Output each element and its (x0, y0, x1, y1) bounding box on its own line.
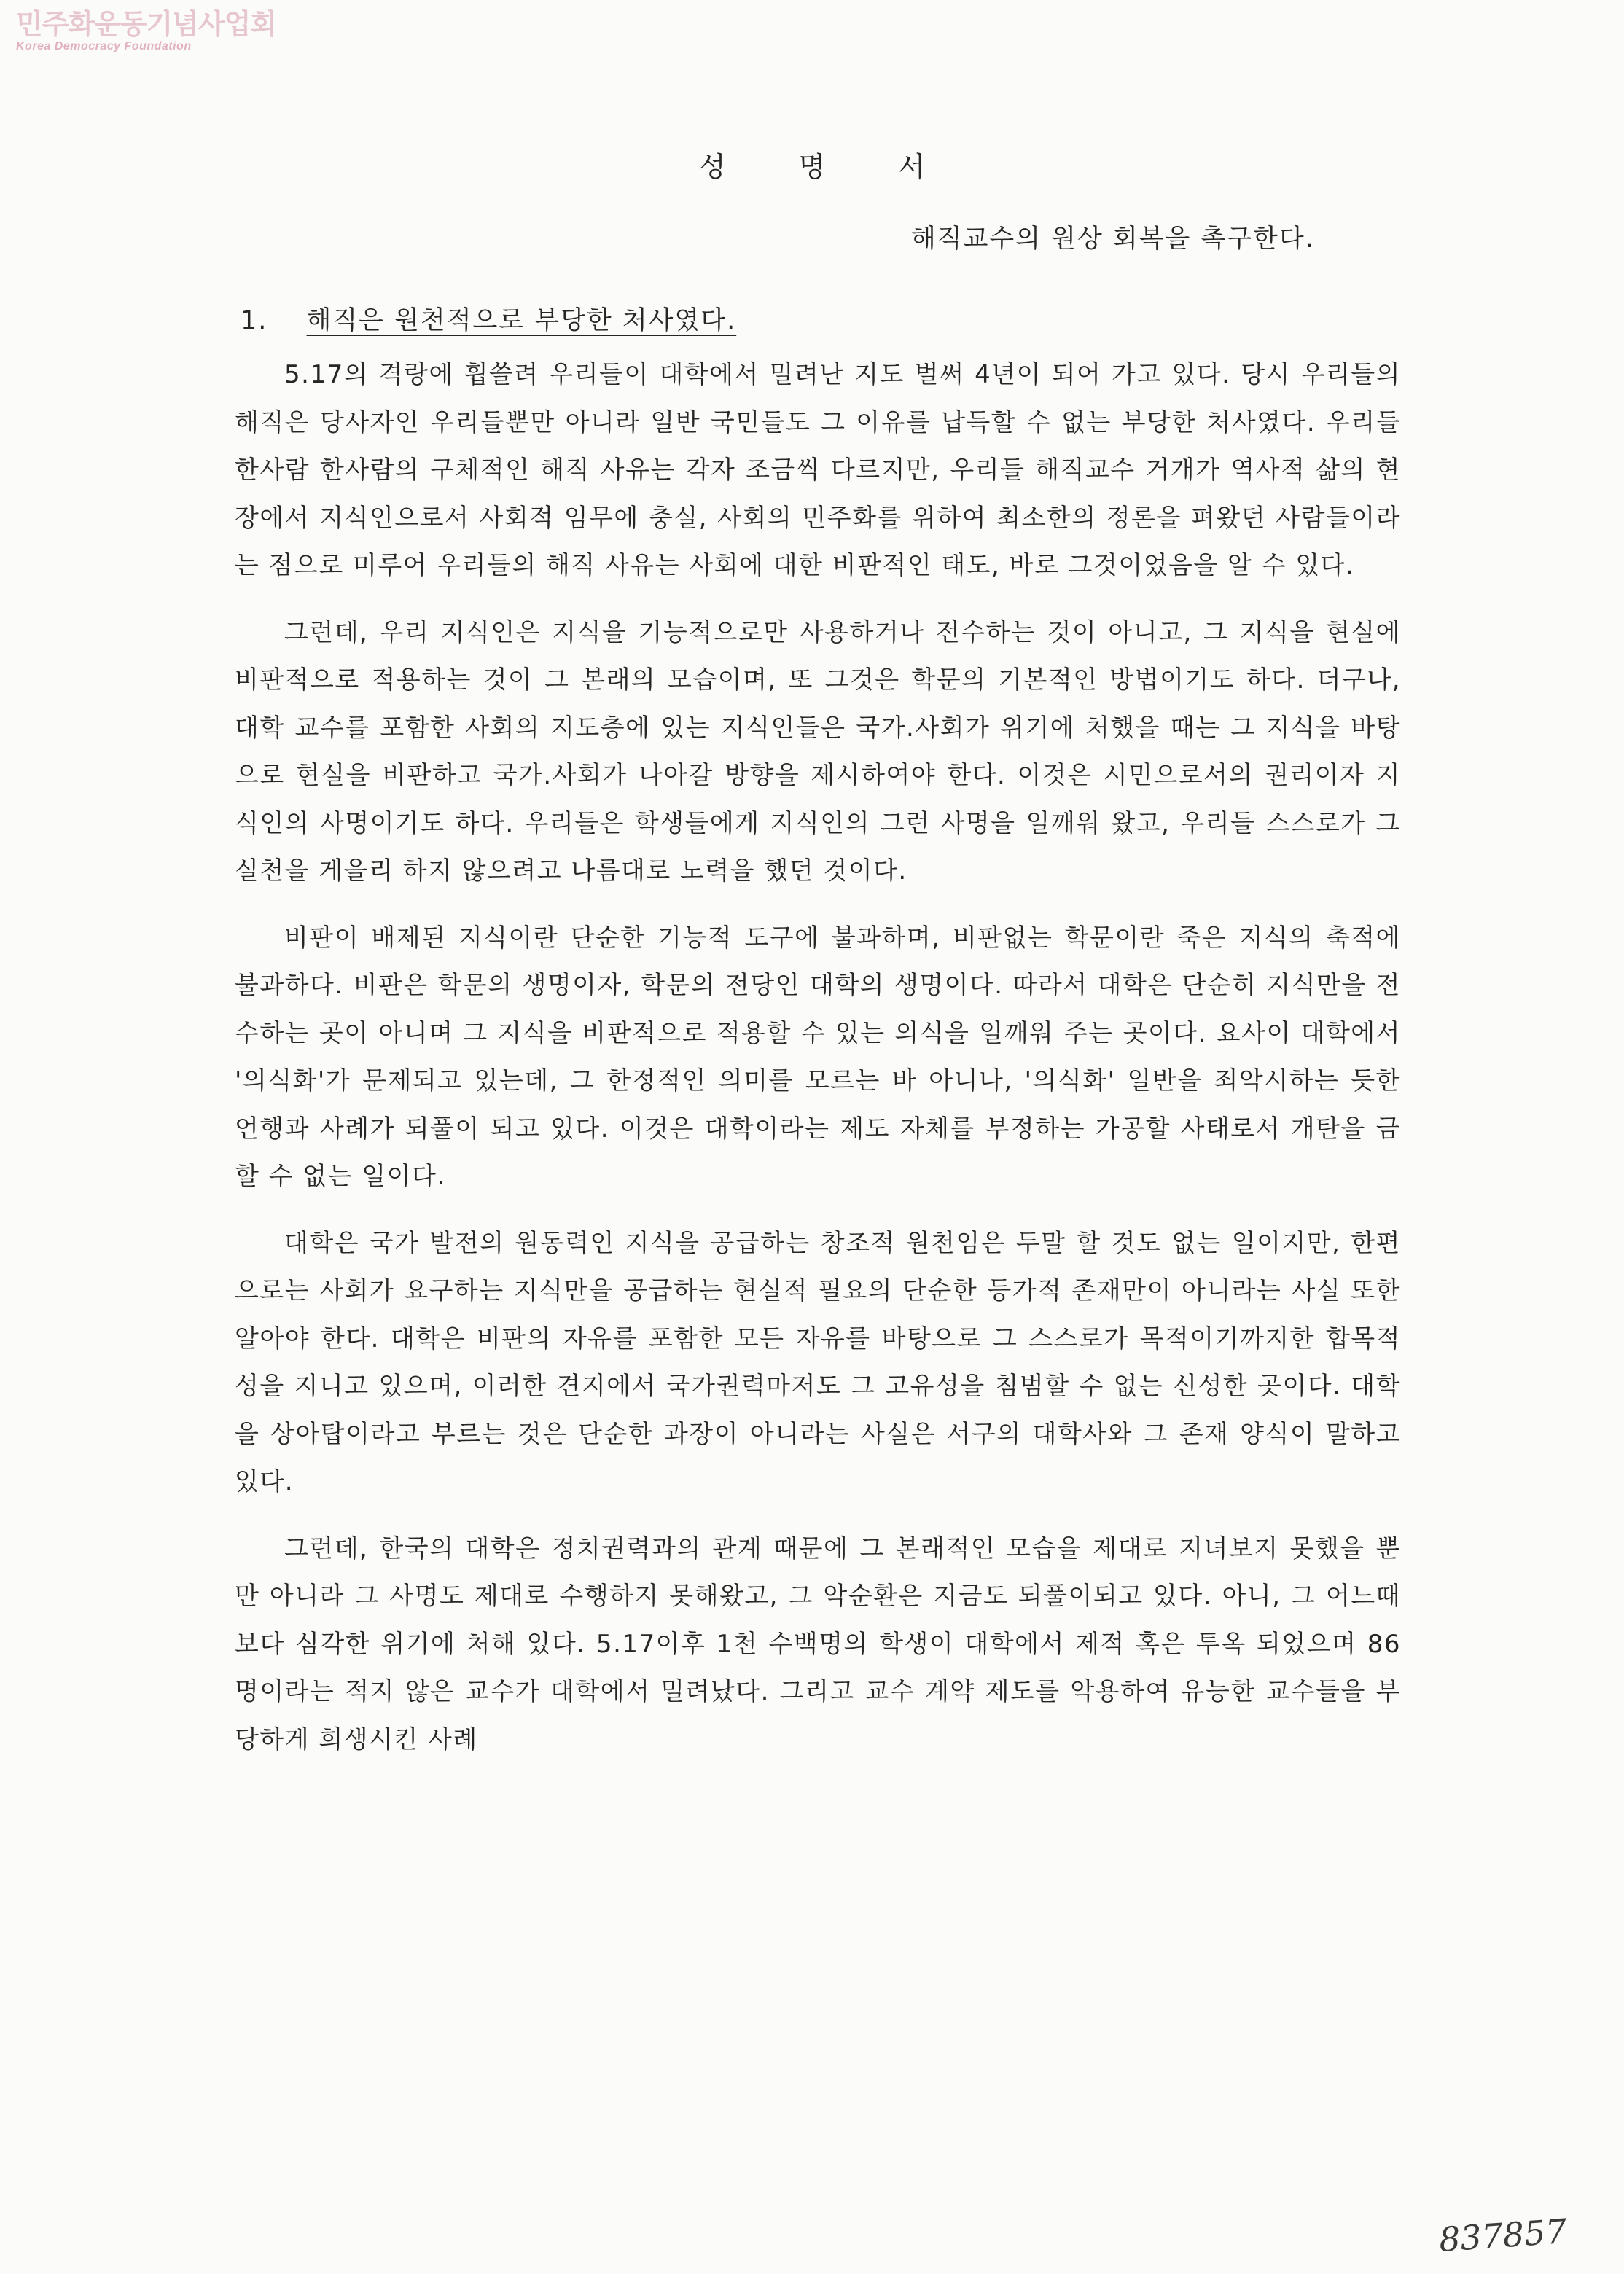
paragraph-1: 5.17의 격랑에 휩쓸려 우리들이 대학에서 밀려난 지도 벌써 4년이 되어 가고 있다. 당시 우리들의 해직은 당사자인 우리들뿐만 아니라 일반 국민들도 그 이유를 납득할 수 없는 부당한 처사였다. 우리들 한사람 한사람의 구체적인 해직 사유는 각자 조금씩 다르지만, 우리들 해직교수 거개가 역사적 삶의 현장에서 지식인으로서 사회적 임무에 충실, 사회의 민주화를 위하여 최소한의 정론을 펴왔던 사람들이라는 점으로 미루어 우리들의 해직 사유는 사회에 대한 비판적인 태도, 바로 그것이었음을 알 수 있다. (235, 360, 1401, 580)
handwritten-page-number: 837857 (1437, 2211, 1569, 2260)
paragraph-3: 비판이 배제된 지식이란 단순한 기능적 도구에 불과하며, 비판없는 학문이란 죽은 지식의 축적에 불과하다. 비판은 학문의 생명이자, 학문의 전당인 대학의 생명이다. 따라서 대학은 단순히 지식만을 전수하는 곳이 아니며 그 지식을 비판적으로 적용할 수 있는 의식을 일깨워 주는 곳이다. 요사이 대학에서 '의식화'가 문제되고 있는데, 그 한정적인 의미를 모르는 바 아니나, '의식화' 일반을 죄악시하는 듯한 언행과 사례가 되풀이 되고 있다. 이것은 대학이라는 제도 자체를 부정하는 가공할 사태로서 개탄을 금할 수 없는 일이다. (235, 923, 1401, 1191)
foundation-watermark (16, 10, 276, 52)
paragraph-5: 그런데, 한국의 대학은 정치권력과의 관계 때문에 그 본래적인 모습을 제대로 지녀보지 못했을 뿐만 아니라 그 사명도 제대로 수행하지 못해왔고, 그 악순환은 지금도 되풀이되고 있다. 아니, 그 어느때보다 심각한 위기에 처해 있다. 5.17이후 1천 수백명의 학생이 대학에서 제적 혹은 투옥 되었으며 86명이라는 적지 않은 교수가 대학에서 밀려났다. 그리고 교수 계약 제도를 악용하여 유능한 교수들을 부당하게 희생시킨 사례 (235, 1533, 1401, 1754)
document-subtitle: 해직교수의 원상 회복을 촉구한다. (911, 224, 1315, 254)
section-heading-text: 해직은 원천적으로 부당한 처사였다. (306, 306, 737, 335)
watermark-english: Korea Democracy Foundation (16, 40, 192, 52)
title-char-2: 명 (798, 151, 826, 183)
paragraph-4: 대학은 국가 발전의 원동력인 지식을 공급하는 창조적 원천임은 두말 할 것도 없는 일이지만, 한편으로는 사회가 요구하는 지식만을 공급하는 현실적 필요의 단순한 등가적 존재만이 아니라는 사실 또한 알아야 한다. 대학은 비판의 자유를 포함한 모든 자유를 바탕으로 그 스스로가 목적이기까지한 합목적성을 지니고 있으며, 이러한 견지에서 국가권력마저도 그 고유성을 침범할 수 없는 신성한 곳이다. 대학을 상아탑이라고 부르는 것은 단순한 과장이 아니라는 사실은 서구의 대학사와 그 존재 양식이 말하고 있다. (235, 1228, 1401, 1496)
paragraph-2: 그런데, 우리 지식인은 지식을 기능적으로만 사용하거나 전수하는 것이 아니고, 그 지식을 현실에 비판적으로 적용하는 것이 그 본래의 모습이며, 또 그것은 학문의 기본적인 방법이기도 하다. 더구나, 대학 교수를 포함한 사회의 지도층에 있는 지식인들은 국가.사회가 위기에 처했을 때는 그 지식을 바탕으로 현실을 비판하고 국가.사회가 나아갈 방향을 제시하여야 한다. 이것은 시민으로서의 권리이자 지식인의 사명이기도 하다. 우리들은 학생들에게 지식인의 그런 사명을 일깨워 왔고, 우리들 스스로가 그 실천을 게을리 하지 않으려고 나름대로 노력을 했던 것이다. (235, 617, 1401, 886)
title-char-3: 서 (898, 151, 926, 183)
title-char-1: 성 (698, 151, 726, 183)
section-number: 1. (241, 306, 268, 335)
document-title (0, 144, 1624, 184)
watermark-korean: 민주화운동기념사업회 (16, 8, 277, 40)
document-body (235, 351, 1401, 1783)
section-heading (241, 300, 736, 337)
